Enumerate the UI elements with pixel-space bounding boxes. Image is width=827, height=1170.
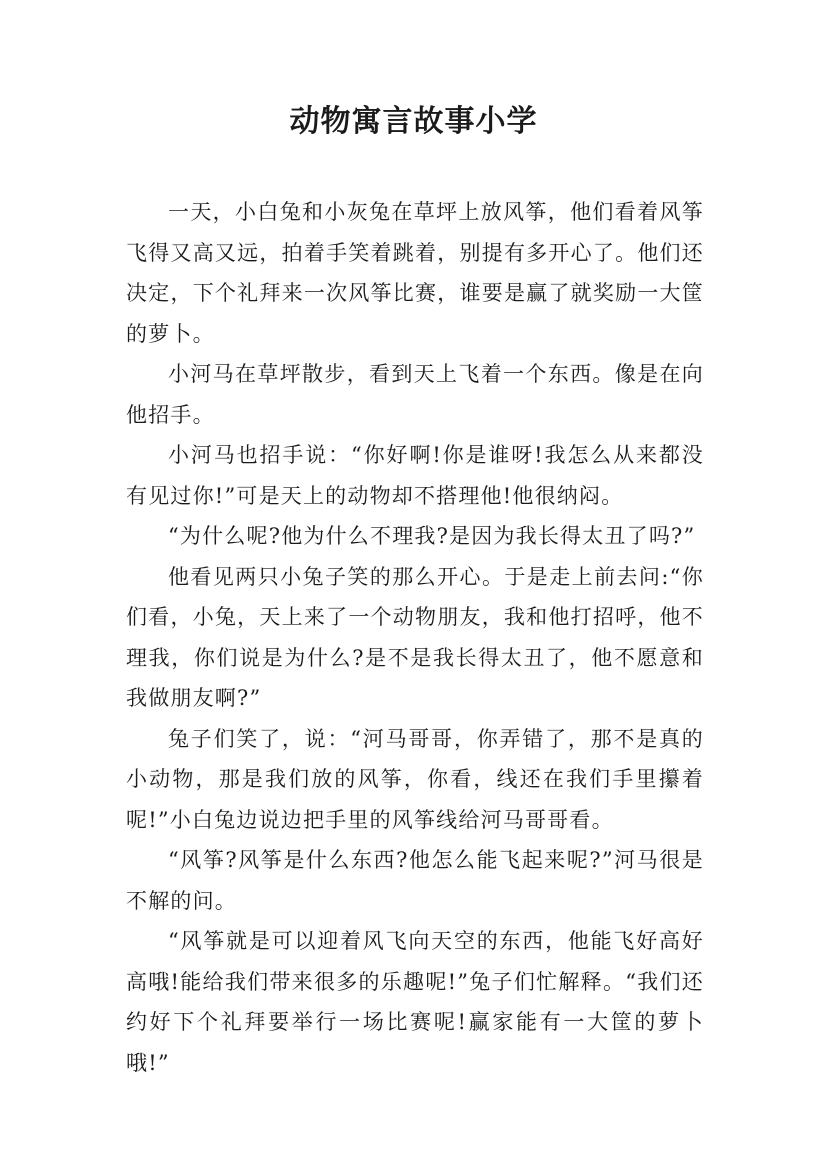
paragraph: 小河马在草坪散步，看到天上飞着一个东西。像是在向他招手。 [126,362,704,427]
paragraph: “风筝就是可以迎着风飞向天空的东西，他能飞好高好高哦!能给我们带来很多的乐趣呢!”兔子们忙解释。“我们还约好下个礼拜要举行一场比赛呢!赢家能有一大筐的萝卜哦!” [126,929,704,1075]
paragraph: 兔子们笑了，说：“河马哥哥，你弄错了，那不是真的小动物，那是我们放的风筝，你看，线还在我们手里攥着呢!”小白兔边说边把手里的风筝线给河马哥哥看。 [126,726,704,832]
paragraph: “风筝?风筝是什么东西?他怎么能飞起来呢?”河马很是不解的问。 [126,848,704,913]
paragraph: “为什么呢?他为什么不理我?是因为我长得太丑了吗?” [168,524,696,548]
paragraph: 他看见两只小兔子笑的那么开心。于是走上前去问:“你们看，小兔，天上来了一个动物朋友，我和他打招呼，他不理我，你们说是为什么?是不是我长得太丑了，他不愿意和我做朋友啊?” [126,564,704,710]
document-title: 动物寓言故事小学 [289,104,538,139]
paragraph: 小河马也招手说：“你好啊!你是谁呀!我怎么从来都没有见过你!”可是天上的动物却不搭理他!他很纳闷。 [126,443,704,508]
document-body [126,192,704,1083]
paragraph: 一天，小白兔和小灰兔在草坪上放风筝，他们看着风筝飞得又高又远，拍着手笑着跳着，别提有多开心了。他们还决定，下个礼拜来一次风筝比赛，谁要是赢了就奖励一大筐的萝卜。 [126,200,704,346]
